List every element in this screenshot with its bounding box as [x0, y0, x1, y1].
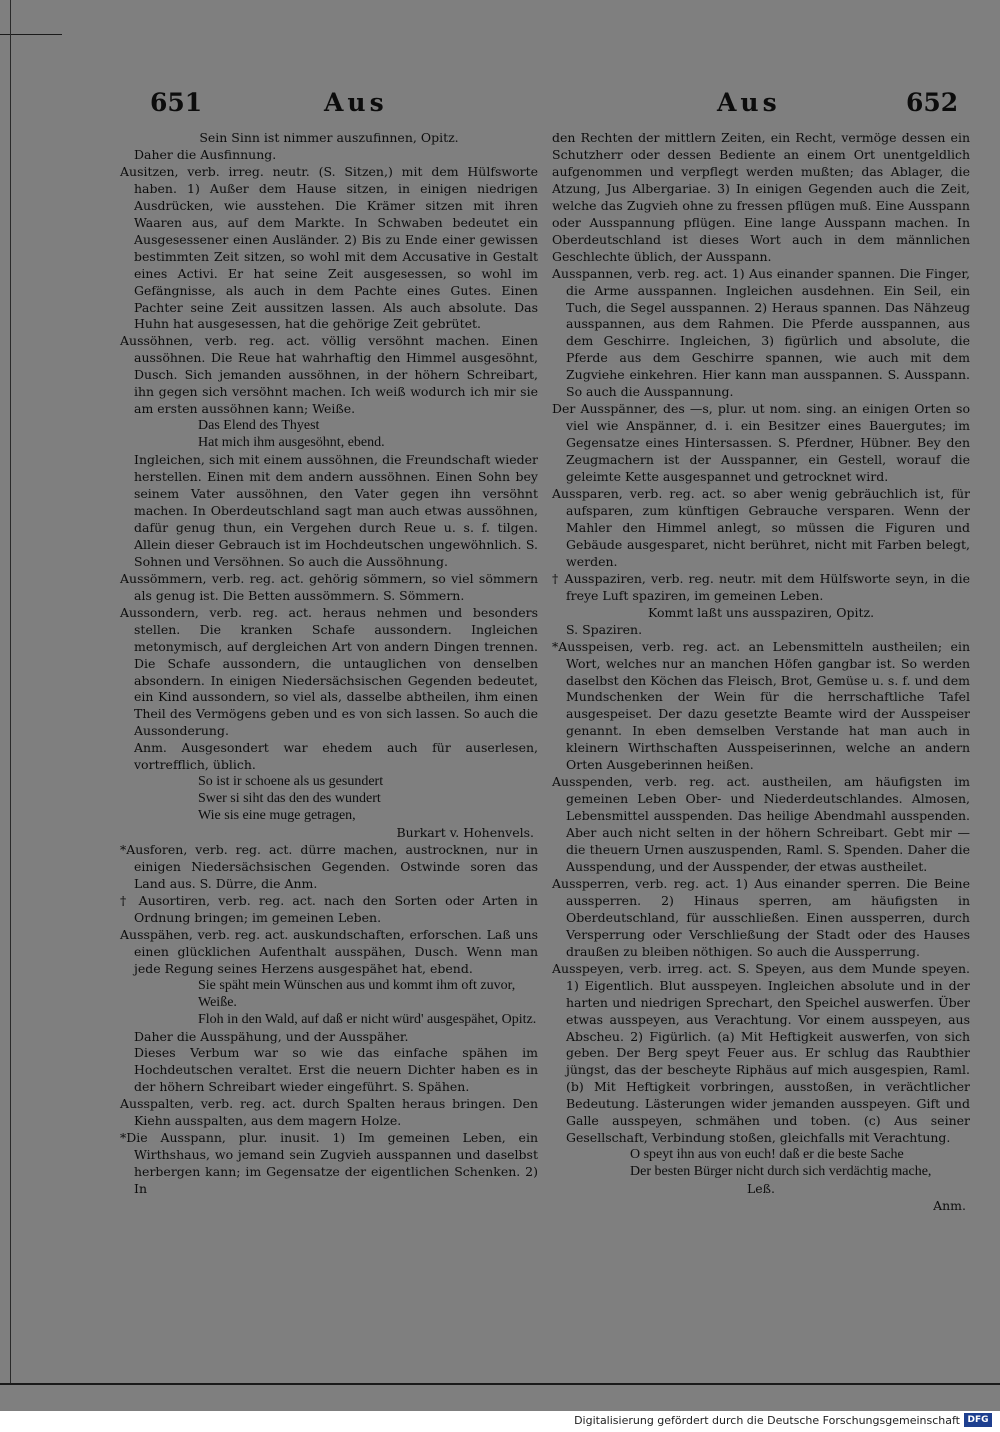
- entry-paragraph: Ausspalten, verb. reg. act. durch Spalten heraus bringen. Den Kiehn ausspalten, aus dem magern Holze.: [120, 1096, 538, 1129]
- indented-paragraph: Dieses Verbum war so wie das einfache spähen im Hochdeutschen veraltet. Erst die neuern Dichter haben es in der höhern Schreibart wieder eingeführt. S. Spähen.: [134, 1045, 538, 1095]
- verse-line: Floh in den Wald, auf daß er nicht würd' ausgespähet, Opitz.: [198, 1011, 537, 1027]
- verse-line: Das Elend des Thyest: [198, 418, 320, 434]
- entry-paragraph: Aussperren, verb. reg. act. 1) Aus einander sperren. Die Beine aussperren. 2) Hinaus sperren, am häufigsten in Oberdeutschland, für ausschließen. Einen aussperren, durch Versperrung oder Verschließung der Stadt oder des Hauses draußen zu bleiben nöthigen. So auch die Aussperrung.: [552, 875, 970, 959]
- entry-paragraph: Ausspeyen, verb. irreg. act. S. Speyen, aus dem Munde speyen. 1) Eigentlich. Blut ausspeyen. Ingleichen absolute und in der harten und niedrigen Sprechart, den Speichel auswerfen. Über etwas ausspeyen, aus Verachtung. Vor einem ausspeyen, aus Abscheu. 2) Figürlich. (a) Mit Heftigkeit auswerfen, von sich geben. Der Berg speyt Feuer aus. Er schlug das Raubthier jüngst, das der bescheyte Riphäus auf mich ausgespien, Raml. (b) Mit Heftigkeit vorbringen, ausstoßen, in verächtlicher Bedeutung. Lästerungen wider jemanden ausspeyen. Gift und Galle ausspeyen, schmähen und toben. (c) Aus seiner Gesellschaft, Verbindung stoßen, gleichfalls mit Verachtung.: [552, 960, 970, 1146]
- running-headword-left: Aus: [324, 88, 388, 117]
- verse-line: O speyt ihn aus von euch! daß er die beste Sache: [630, 1147, 904, 1163]
- page-number-left: 651: [150, 88, 203, 117]
- entry-paragraph: † Ausspaziren, verb. reg. neutr. mit dem Hülfsworte seyn, in die freye Luft spaziren, im gemeinen Leben.: [552, 570, 970, 603]
- left-column: [120, 130, 538, 1198]
- entry-paragraph: Ausspannen, verb. reg. act. 1) Aus einander spannen. Die Finger, die Arme ausspannen. Ingleichen ausdehnen. Ein Seil, ein Tuch, die Segel ausspannen. 2) Heraus spannen. Das Nähzeug ausspannen, aus dem Rahmen. Die Pferde ausspannen, aus dem Geschirre. Ingleichen, 3) figürlich und absolute, die Pferde aus dem Geschirre spannen, wie auch mit dem Zugviehe einkehren. Hier kann man ausspannen. S. Ausspann. So auch die Ausspannung.: [552, 265, 970, 400]
- indented-paragraph: Ingleichen, sich mit einem aussöhnen, die Freundschaft wieder herstellen. Einen mit dem andern aussöhnen. Einen Sohn bey seinem Vater aussöhnen, den Vater gegen ihn versöhnt machen. In Oberdeutschland sagt man auch etwas aussöhnen, dafür genug thun, ein Vergehen durch Reue u. s. f. tilgen. Allein dieser Gebrauch ist im Hochdeutschen ungewöhnlich. S. Sohnen und Versöhnen. So auch die Aussöhnung.: [134, 452, 538, 569]
- entry-paragraph: Aussondern, verb. reg. act. heraus nehmen und besonders stellen. Die kranken Schafe aussondern. Ingleichen metonymisch, auf dergleichen Art von andern Dingen trennen. Die Schafe aussondern, die untauglichen von denselben absondern. In einigen Niedersächsischen Gegenden bedeutet, ein Kind aussondern, so viel als, dasselbe abtheilen, ihm einen Theil des Vermögens geben und es von sich lassen. So auch die Aussonderung.: [120, 604, 538, 739]
- entry-paragraph: Ausspähen, verb. reg. act. auskundschaften, erforschen. Laß uns einen glücklichen Aufenthalt ausspähen, Dusch. Wenn man jede Regung seines Herzens ausgespähet hat, ebend.: [120, 926, 538, 976]
- verse-line: Wie sis eine muge getragen,: [198, 808, 356, 824]
- entry-paragraph: Aussömmern, verb. reg. act. gehörig sömmern, so viel sömmern als genug ist. Die Betten aussömmern. S. Sömmern.: [120, 570, 538, 603]
- entry-paragraph: † Ausortiren, verb. reg. act. nach den Sorten oder Arten in Ordnung bringen; im gemeinen Leben.: [120, 892, 538, 925]
- indented-paragraph: Anm. Ausgesondert war ehedem auch für auserlesen, vortrefflich, üblich.: [134, 740, 538, 773]
- right-aligned-line: Anm.: [933, 1198, 966, 1214]
- entry-paragraph: Der Ausspänner, des —s, plur. ut nom. sing. an einigen Orten so viel wie Anspänner, d. i. ein Besitzer eines Bauergutes; im Gegensatze eines Hintersassen. S. Pferdner, Hübner. Bey den Zeugmachern ist der Ausspanner, ein Gestell, worauf die geleimte Kette ausgespannet und getrocknet wird.: [552, 401, 970, 485]
- verse-line: Hat mich ihm ausgesöhnt, ebend.: [198, 435, 385, 451]
- verse-line: Der besten Bürger nicht durch sich verdächtig mache,: [630, 1164, 932, 1180]
- centered-line: Kommt laßt uns ausspaziren, Opitz.: [647, 604, 875, 620]
- running-headword-right: Aus: [717, 88, 781, 117]
- bottom-rule: [0, 1383, 1000, 1385]
- centered-line: Leß.: [746, 1181, 776, 1197]
- entry-paragraph: Ausitzen, verb. irreg. neutr. (S. Sitzen,) mit dem Hülfsworte haben. 1) Außer dem Hause sitzen, in einigen niedrigen Ausdrücken, wie ausstehen. Die Krämer sitzen mit ihren Waaren aus, auf dem Markte. In Schwaben bedeutet ein Ausgesessener einen Ausländer. 2) Bis zu Ende einer gewissen bestimmten Zeit sitzen, so wohl mit dem Accusative in Gestalt eines Activi. Er hat seine Zeit ausgesessen, so wohl im Gefängnisse, als auch in dem Pachte eines Gutes. Einen Pachter seine Zeit aussitzen lassen. Als auch absolute. Das Huhn hat ausgesessen, hat die gehörige Zeit gebrütet.: [120, 163, 538, 332]
- entry-paragraph: *Ausspeisen, verb. reg. act. an Lebensmitteln austheilen; ein Wort, welches nur an manchen Höfen gangbar ist. So werden daselbst den Köchen das Fleisch, Brot, Gemüse u. s. f. und dem Mundschenken der Wein für die herrschaftliche Tafel ausgespeiset. Der dazu gesetzte Beamte wird der Ausspeiser genannt. In eben demselben Verstande hat man auch in kleinern Wirthschaften Ausspeiserinnen, welche an andern Orten Ausgeberinnen heißen.: [552, 638, 970, 773]
- funding-notice: Digitalisierung gefördert durch die Deutsche Forschungsgemeinschaft: [574, 1414, 960, 1427]
- right-aligned-line: Burkart v. Hohenvels.: [396, 825, 534, 841]
- verse-line: Swer si siht das den des wundert: [198, 791, 381, 807]
- left-margin-rule: [10, 0, 11, 1385]
- indented-paragraph: Daher die Ausfinnung.: [134, 146, 277, 162]
- indented-paragraph: S. Spaziren.: [566, 621, 643, 637]
- entry-paragraph: Ausspenden, verb. reg. act. austheilen, am häufigsten im gemeinen Leben Ober- und Niederdeutschlandes. Almosen, Lebensmittel ausspenden. Das heilige Abendmahl ausspenden. Aber auch nicht selten in der höhern Schreibart. Gebt mir — die theuern Urnen auszuspenden, Raml. S. Spenden. Daher die Ausspendung, und der Ausspender, der etwas austheilet.: [552, 774, 970, 874]
- dfg-logo-icon: DFG: [964, 1413, 992, 1427]
- entry-paragraph: Aussöhnen, verb. reg. act. völlig versöhnt machen. Einen aussöhnen. Die Reue hat wahrhaftig den Himmel ausgesöhnt, Dusch. Sich jemanden aussöhnen, in der höhern Schreibart, ihn gegen sich versöhnt machen. Ich weiß wodurch ich mir sie am ersten aussöhnen kann; Weiße.: [120, 333, 538, 417]
- entry-paragraph: *Ausforen, verb. reg. act. dürre machen, austrocknen, nur in einigen Niedersächsischen Gegenden. Ostwinde soren das Land aus. S. Dürre, die Anm.: [120, 842, 538, 891]
- continued-paragraph: den Rechten der mittlern Zeiten, ein Recht, vermöge dessen ein Schutzherr oder dessen Bediente an einem Ort unentgeldlich aufgenommen und verpflegt werden mußten; das Ablager, die Atzung, Jus Albergariae. 3) In einigen Gegenden auch die Zeit, welche das Zugvieh ohne zu fressen pflügen muß. Eine Ausspann oder Ausspannung pflügen. Eine lange Ausspann machen. In Oberdeutschland ist dieses Wort auch in dem männlichen Geschlechte üblich, der Ausspann.: [552, 130, 970, 264]
- centered-line: Sein Sinn ist nimmer auszufinnen, Opitz.: [199, 130, 459, 145]
- verse-line: So ist ir schoene als us gesundert: [198, 774, 384, 790]
- verse-line: Sie späht mein Wünschen aus und kommt ihm oft zuvor, Weiße.: [198, 977, 516, 1010]
- right-column: [552, 130, 970, 1215]
- entry-paragraph: *Die Ausspann, plur. inusit. 1) Im gemeinen Leben, ein Wirthshaus, wo jemand sein Zugvieh ausspannen und daselbst herbergen kann; im Gegensatze der eigentlichen Schenken. 2) In: [120, 1130, 538, 1197]
- entry-paragraph: Aussparen, verb. reg. act. so aber wenig gebräuchlich ist, für aufsparen, zum künftigen Gebrauche versparen. Wenn der Mahler den Himmel anlegt, so müssen die Figuren und Gebäude ausgesparet, nicht berühret, nicht mit Farben belegt, werden.: [552, 486, 970, 569]
- indented-paragraph: Daher die Ausspähung, und der Ausspäher.: [134, 1028, 409, 1044]
- page-number-right: 652: [906, 88, 959, 117]
